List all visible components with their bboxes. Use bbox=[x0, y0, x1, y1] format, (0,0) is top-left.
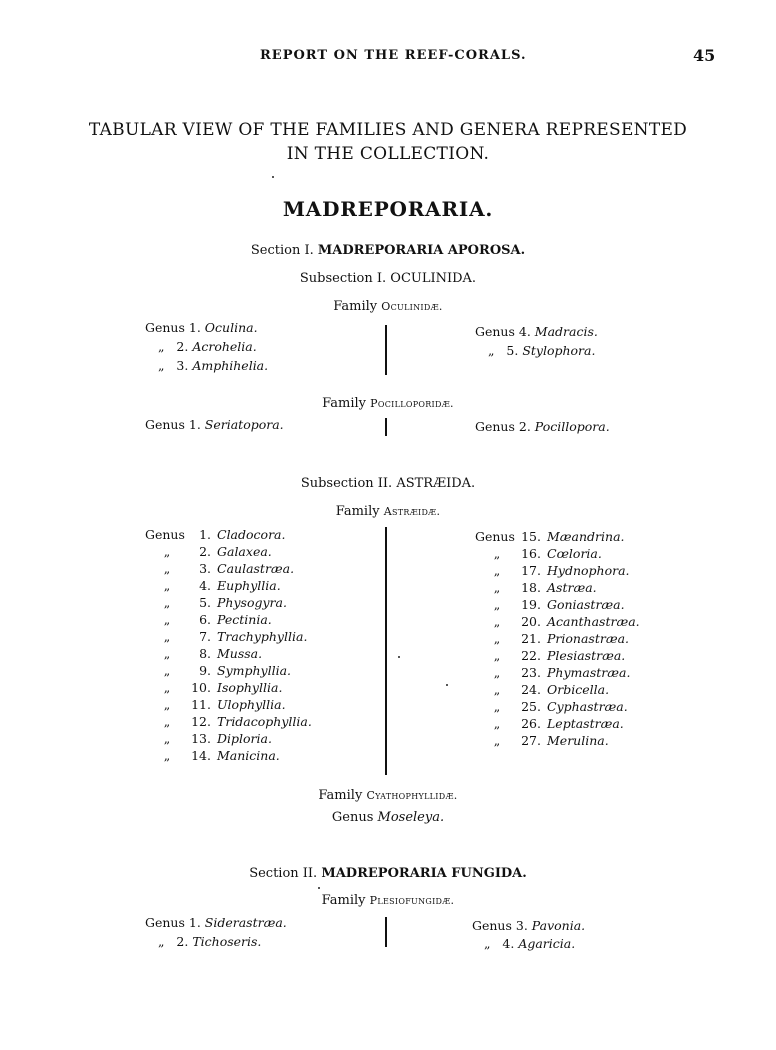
subsection-2-label: Subsection II. bbox=[300, 476, 393, 491]
genus-entry: Genus 1. Siderastræa. bbox=[145, 915, 287, 930]
genus-entry: „ 2. Acrohelia. bbox=[158, 339, 257, 354]
page-number: 45 bbox=[693, 46, 716, 65]
genus-entry: „ 24. Orbicella. bbox=[493, 682, 610, 697]
subsection-2-name: ASTRÆIDA. bbox=[396, 476, 476, 491]
family-plesiofungidae-heading bbox=[0, 893, 776, 908]
family-name: Astræidæ. bbox=[383, 505, 441, 518]
genus-entry: „ 27. Merulina. bbox=[493, 733, 609, 748]
genus-moseleya: Genus Moseleya. bbox=[331, 810, 445, 825]
order-title: MADREPORARIA. bbox=[282, 197, 494, 221]
family-cyathophyllidae-heading bbox=[0, 788, 776, 803]
family-name: Plesiofungidæ. bbox=[369, 894, 455, 907]
genus-entry: „ 14. Manicina. bbox=[163, 748, 280, 763]
print-speck bbox=[318, 887, 320, 889]
genus-entry: „ 16. Cœloria. bbox=[493, 546, 602, 561]
section-2-heading bbox=[0, 866, 776, 881]
genus-entry: „ 19. Goniastræa. bbox=[493, 597, 625, 612]
genus-entry: „ 20. Acanthastræa. bbox=[493, 614, 640, 629]
section-1-label: Section I. bbox=[250, 243, 314, 258]
section-1-name: MADREPORARIA APOROSA. bbox=[317, 243, 526, 258]
family-pocilloporidae-heading bbox=[0, 396, 776, 411]
genus-entry: „ 23. Phymastræa. bbox=[493, 665, 631, 680]
print-speck bbox=[272, 176, 274, 178]
genus-entry: Genus 3. Pavonia. bbox=[472, 918, 586, 933]
genus-entry: „ 6. Pectinia. bbox=[163, 612, 272, 627]
genus-entry: „ 2. Galaxea. bbox=[163, 544, 272, 559]
subsection-1-label: Subsection I. bbox=[299, 271, 387, 286]
subsection-2-heading bbox=[0, 476, 776, 491]
family-name: Pocilloporidæ. bbox=[370, 397, 454, 410]
genus-entry: „ 25. Cyphastræa. bbox=[493, 699, 628, 714]
genus-entry: „ 17. Hydnophora. bbox=[493, 563, 630, 578]
genus-entry: „ 13. Diploria. bbox=[163, 731, 272, 746]
genus-entry: „ 7. Trachyphyllia. bbox=[163, 629, 308, 644]
genus-entry: „ 22. Plesiastræa. bbox=[493, 648, 626, 663]
column-divider bbox=[385, 325, 387, 375]
family-oculinidae-heading bbox=[0, 299, 776, 314]
genus-entry: „ 10. Isophyllia. bbox=[163, 680, 283, 695]
genus-entry: „ 2. Tichoseris. bbox=[158, 934, 262, 949]
family-label: Family bbox=[318, 788, 363, 803]
genus-entry: Genus 1. Oculina. bbox=[145, 320, 258, 335]
genus-entry: Genus 1. Cladocora. bbox=[145, 527, 286, 542]
genus-entry: „ 12. Tridacophyllia. bbox=[163, 714, 312, 729]
genus-entry: Genus 2. Pocillopora. bbox=[475, 419, 610, 434]
family-label: Family bbox=[322, 396, 367, 411]
genus-entry: „ 8. Mussa. bbox=[163, 646, 263, 661]
family-name: Cyathophyllidæ. bbox=[366, 789, 458, 802]
family-label: Family bbox=[333, 299, 378, 314]
column-divider bbox=[385, 418, 387, 436]
column-divider bbox=[385, 527, 387, 775]
table-title-line-2: IN THE COLLECTION. bbox=[286, 144, 490, 164]
family-label: Family bbox=[321, 893, 366, 908]
genus-entry: „ 4. Euphyllia. bbox=[163, 578, 281, 593]
family-label: Family bbox=[335, 504, 380, 519]
genus-entry: „ 3. Amphihelia. bbox=[158, 358, 269, 373]
print-speck bbox=[446, 684, 448, 686]
genus-entry: „ 11. Ulophyllia. bbox=[163, 697, 286, 712]
genus-entry: Genus 4. Madracis. bbox=[475, 324, 598, 339]
section-1-heading bbox=[0, 243, 776, 258]
genus-entry: „ 4. Agaricia. bbox=[484, 936, 576, 951]
genus-entry: „ 26. Leptastræa. bbox=[493, 716, 624, 731]
family-astraeidae-heading bbox=[0, 504, 776, 519]
subsection-1-heading bbox=[0, 271, 776, 286]
subsection-1-name: OCULINIDA. bbox=[390, 271, 477, 286]
family-name: Oculinidæ. bbox=[381, 300, 443, 313]
genus-entry: Genus 15. Mæandrina. bbox=[475, 529, 625, 544]
print-speck bbox=[398, 656, 400, 658]
table-title-line-1: TABULAR VIEW OF THE FAMILIES AND GENERA REPRESENTED bbox=[88, 120, 688, 140]
genus-entry: Genus 1. Seriatopora. bbox=[145, 417, 284, 432]
running-title: REPORT ON THE REEF-CORALS. bbox=[260, 48, 527, 63]
genus-entry: „ 21. Prionastræa. bbox=[493, 631, 630, 646]
section-2-label: Section II. bbox=[249, 866, 318, 881]
column-divider bbox=[385, 917, 387, 947]
genus-entry: „ 3. Caulastræa. bbox=[163, 561, 295, 576]
genus-entry: „ 5. Stylophora. bbox=[488, 343, 596, 358]
section-2-name: MADREPORARIA FUNGIDA. bbox=[321, 866, 527, 881]
genus-entry: „ 5. Physogyra. bbox=[163, 595, 287, 610]
genus-entry: „ 9. Symphyllia. bbox=[163, 663, 292, 678]
genus-entry: „ 18. Astræa. bbox=[493, 580, 597, 595]
